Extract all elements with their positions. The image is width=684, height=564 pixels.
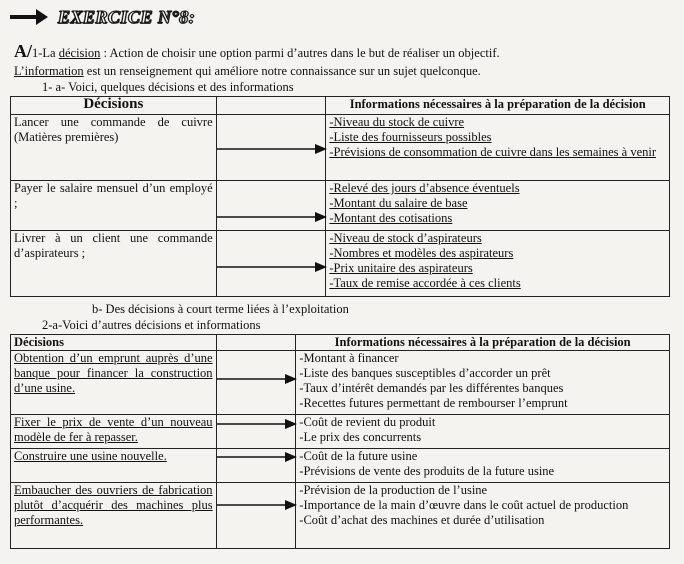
subsection-1b: b- Des décisions à court terme liées à l’exploitation [92, 302, 349, 316]
table1-header-info: Informations nécessaires à la préparation de la décision [326, 97, 670, 115]
arrow-right-icon [217, 418, 296, 430]
table-row [11, 351, 670, 415]
table2-info-cell [296, 351, 670, 415]
table1-info-cell [326, 231, 670, 297]
info-item: -Montant du salaire de base [329, 196, 468, 210]
info-item: -Liste des banques susceptibles d’accorder un prêt [299, 366, 551, 380]
table2-info-cell [296, 483, 670, 549]
table1-info-cell [326, 115, 670, 181]
link-arrow [216, 415, 296, 449]
link-arrow [216, 351, 296, 415]
info-item: -Coût de revient du produit [299, 415, 436, 429]
arrow-right-icon [217, 451, 296, 463]
subsection-1a: 1- a- Voici, quelques décisions et des informations [42, 80, 294, 94]
info-item: -Niveau de stock d’aspirateurs [329, 231, 482, 245]
decisions-table-2 [10, 334, 670, 549]
subsection-2a: 2-a-Voici d’autres décisions et informations [42, 318, 261, 332]
info-item: -Importance de la main d’œuvre dans le coût actuel de production [299, 498, 629, 512]
info-item: -Recettes futures permettant de rembourser l’emprunt [299, 396, 568, 410]
table1-decision-cell: Lancer une commande de cuivre (Matières premières) [11, 115, 217, 181]
info-item: -Le prix des concurrents [299, 430, 422, 444]
link-arrow [216, 231, 326, 297]
arrow-right-icon [10, 9, 48, 25]
table1-header-decisions: Décisions [11, 97, 217, 115]
info-item: -Taux d’intérêt demandés par les différentes banques [299, 381, 564, 395]
link-arrow [216, 449, 296, 483]
term-information: L’information [14, 64, 84, 78]
section-marker: A/ [14, 41, 32, 61]
arrow-right-icon [217, 143, 326, 155]
table-row [11, 449, 670, 483]
table-row [11, 231, 670, 297]
table1-decision-cell: Livrer à un client une commande d’aspirateurs ; [11, 231, 217, 297]
table2-header-info: Informations nécessaires à la préparation de la décision [296, 335, 670, 351]
link-arrow [216, 115, 326, 181]
def-decision-text: : Action de choisir une option parmi d’autres dans le but de réaliser un objectif. [100, 46, 500, 60]
table-row [11, 483, 670, 549]
table2-header-decisions: Décisions [11, 335, 217, 351]
table-row [11, 181, 670, 231]
def-prefix: 1-La [32, 46, 59, 60]
table-row [11, 115, 670, 181]
table2-decision-cell: Fixer le prix de vente d’un nouveau modèle de fer à repasser. [11, 415, 217, 449]
info-item: -Montant des cotisations [329, 211, 453, 225]
link-arrow [216, 181, 326, 231]
table2-info-cell [296, 415, 670, 449]
info-item: -Montant à financer [299, 351, 399, 365]
exercise-title-text: EXERCICE N°8: [58, 6, 196, 27]
info-item: -Prix unitaire des aspirateurs [329, 261, 473, 275]
info-item: -Taux de remise accordée à ces clients [329, 276, 521, 290]
link-arrow [216, 483, 296, 549]
definition-information [14, 64, 481, 79]
exercise-title [10, 4, 195, 30]
decisions-table-1 [10, 96, 670, 297]
arrow-right-icon [217, 261, 326, 273]
table2-info-cell [296, 449, 670, 483]
table2-decision-cell: Obtention d’un emprunt auprès d’une banque pour financer la construction d’une usine. [11, 351, 217, 415]
def-information-text: est un renseignement qui améliore notre connaissance sur un sujet quelconque. [83, 64, 481, 78]
info-item: -Coût de la future usine [299, 449, 418, 463]
info-item: -Relevé des jours d’absence éventuels [329, 181, 520, 195]
table-row [11, 415, 670, 449]
info-item: -Prévisions de vente des produits de la future usine [299, 464, 555, 478]
definition-decision [14, 41, 500, 61]
info-item: -Prévisions de consommation de cuivre dans les semaines à venir [329, 145, 657, 159]
info-item: -Niveau du stock de cuivre [329, 115, 465, 129]
table1-info-cell [326, 181, 670, 231]
arrow-right-icon [217, 211, 326, 223]
term-decision: décision [58, 46, 101, 60]
info-item: -Prévision de la production de l’usine [299, 483, 488, 497]
arrow-right-icon [217, 373, 296, 385]
table2-decision-cell: Construire une usine nouvelle. [11, 449, 217, 483]
info-item: -Nombres et modèles des aspirateurs [329, 246, 514, 260]
arrow-right-icon [217, 499, 296, 511]
info-item: -Coût d’achat des machines et durée d’utilisation [299, 513, 545, 527]
table2-decision-cell: Embaucher des ouvriers de fabrication plutôt d’acquérir des machines plus performantes. [11, 483, 217, 549]
table1-decision-cell: Payer le salaire mensuel d’un employé ; [11, 181, 217, 231]
info-item: -Liste des fournisseurs possibles [329, 130, 492, 144]
